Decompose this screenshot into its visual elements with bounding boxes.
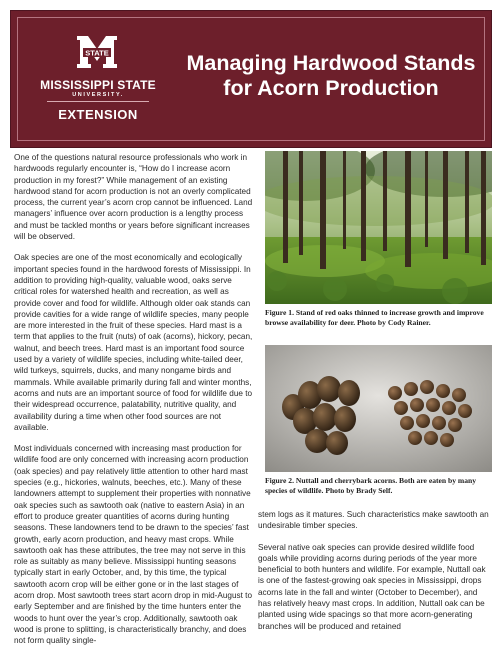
header-banner (10, 10, 492, 148)
document-title (161, 51, 501, 101)
logo-extension-label: EXTENSION (58, 107, 138, 122)
svg-text:STATE: STATE (85, 48, 109, 58)
right-column (258, 509, 492, 642)
forest-image (265, 151, 492, 304)
paragraph-oak-species: Oak species are one of the most economically and ecologically important species found in the hardwood forests of Mississippi. In addition to providing high-quality, valuable wood, oaks serve critical roles for watershed health and recreation, as well as provide cover and food for wildlife. Although older oak stands can provide cavities for a wide range of wildlife species, many people are more interested in the fruit of these species. Hard mast is a term that applies to the fruit (nuts) of oak (acorns), hickory, pecan, walnut, and beech trees. Hard mast is an important food source used by a variety of wildlife species, including white-tailed deer, wild turkeys, squirrels, ducks, and many nongame birds and mammals. While available primarily during fall and winter months, acorns and nuts are an important source of food for wildlife due to their widespread occurrence, palatability, nutritive quality, and availability during a time when other food sources are not available. (14, 253, 253, 432)
logo-university-name: MISSISSIPPI STATE (40, 78, 156, 92)
figure-2-caption: Figure 2. Nuttall and cherrybark acorns. Both are eaten by many species of wildlife. Photo by Brady Self. (265, 476, 477, 495)
acorns-image (265, 345, 492, 472)
paragraph-sawtooth-continued: stem logs as it matures. Such characteristics make sawtooth an undesirable timber species. (258, 510, 489, 531)
m-state-logo-icon (74, 33, 120, 71)
paragraph-native-oaks: Several native oak species can provide desired wildlife food goals while providing acorns during periods of the year more beneficial to both hunters and wildlife. For example, Nuttall oak is one of the fastest-growing oak species in Mississippi, drops acorns late in the fall and winter (October to December), and has relatively heavy mast crops. In addition, Nuttall oak can be planted using wide spacings so that more acorn-generating branches will be produced and retained (258, 542, 486, 631)
title-line-2: for Acorn Production (223, 76, 439, 100)
title-line-1: Managing Hardwood Stands (186, 51, 476, 75)
left-column (14, 152, 254, 650)
msu-extension-logo (33, 31, 163, 131)
figure-2-acorns-photo (265, 345, 492, 472)
paragraph-intro: One of the questions natural resource professionals who work in hardwoods regularly encounter is, “How do I increase acorn production in my forest?” While management of an existing hardwood stand for acorn production is not an overly complicated process, the current year’s acorn crop cannot be influenced. Land managers’ influence over acorn production is a lengthy process and must be tackled months or years before significant increases will be observed. (14, 153, 253, 242)
paragraph-mast-production: Most individuals concerned with increasing mast production for wildlife food are only concerned with increasing acorn production (oak species) and pay relatively little attention to other hard mast species (e.g., hickories, walnuts, beeches, etc.). Many of these landowners attempt to supplement their properties with nonnative oak species such as sawtooth oak (native to eastern Asia) in an effort to produce greater quantities of acorns during hunting seasons. These landowners tend to be drawn to the species’ fast growth, early acorn production, and heavy mast crops. While sawtooth oak has these attributes, the tree may not serve in this role as suitably as many believe. Mississippi hunting seasons typically start in early October, and, by this time, the typical sawtooth acorn crop will be either gone or in the last stages of acorn drop. Most sawtooth trees start acorn drop in mid-August to early September and are finished by the time hunters enter the woods to hunt over the year’s crop. Additionally, sawtooth oak wood is prone to splitting, is characteristically branchy, and does not form quality single- (14, 444, 253, 646)
figure-1-forest-photo (265, 151, 492, 304)
logo-university-label: UNIVERSITY. (72, 92, 124, 98)
logo-divider (47, 101, 149, 102)
figure-1-caption: Figure 1. Stand of red oaks thinned to increase growth and improve browse availability for deer. Photo by Cody Rainer. (265, 308, 484, 327)
